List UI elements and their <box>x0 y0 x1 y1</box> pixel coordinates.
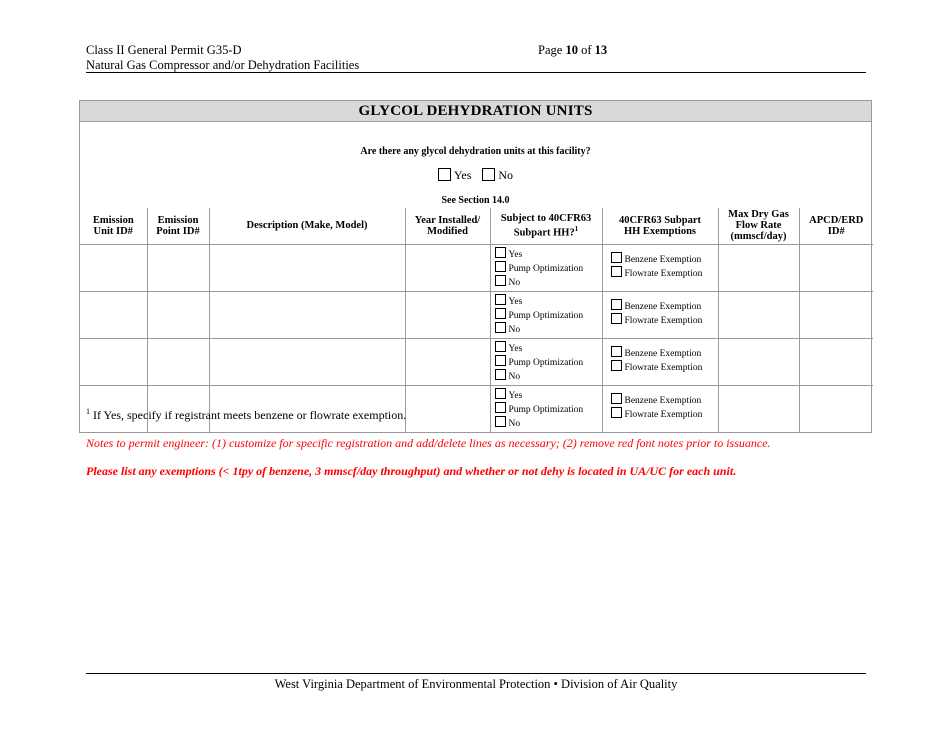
subject-option-checkbox[interactable] <box>495 402 506 413</box>
max-dry-gas-cell[interactable] <box>718 338 799 385</box>
description-cell[interactable] <box>209 291 405 338</box>
max-dry-gas-cell[interactable] <box>718 291 799 338</box>
exemption-option-checkbox[interactable] <box>611 266 622 277</box>
see-section-note: See Section 14.0 <box>441 195 510 206</box>
subject-option[interactable] <box>495 369 598 383</box>
subject-option-checkbox[interactable] <box>495 308 506 319</box>
subject-option-label: Pump Optimization <box>508 263 584 274</box>
subject-option[interactable] <box>495 294 598 308</box>
emission-unit-id-cell[interactable] <box>80 244 147 291</box>
subject-option-checkbox[interactable] <box>495 355 506 366</box>
subject-option[interactable] <box>495 261 598 275</box>
emission-point-id-cell[interactable] <box>147 244 209 291</box>
subject-option-label: No <box>508 277 521 288</box>
exemption-option-label: Flowrate Exemption <box>624 315 703 326</box>
exemptions-note: Please list any exemptions (< 1tpy of benzene, 3 mmscf/day throughput) and whether or not dehy is located in UA/UC for each unit. <box>86 464 737 478</box>
subject-option-checkbox[interactable] <box>495 294 506 305</box>
page-total: 13 <box>594 43 608 57</box>
subject-option-label: Pump Optimization <box>508 310 584 321</box>
facility-yes-label: Yes <box>453 168 472 182</box>
emission-point-id-cell[interactable] <box>147 338 209 385</box>
footnote <box>86 407 406 423</box>
subject-option-label: Pump Optimization <box>508 404 584 415</box>
col-emission-unit-id: Emission Unit ID# <box>80 208 147 244</box>
subject-option-checkbox[interactable] <box>495 275 506 286</box>
apcd-erd-id-cell[interactable] <box>799 244 873 291</box>
subject-option-label: Yes <box>508 249 523 260</box>
page-prefix: Page <box>538 43 563 57</box>
footer-divider <box>86 673 866 674</box>
col-emission-point-id: Emission Point ID# <box>147 208 209 244</box>
exemption-option[interactable] <box>611 393 714 407</box>
emission-unit-id-cell[interactable] <box>80 338 147 385</box>
subject-40cfr63-cell[interactable] <box>490 338 602 385</box>
description-cell[interactable] <box>209 338 405 385</box>
description-cell[interactable] <box>209 244 405 291</box>
yes-no-options <box>80 168 871 183</box>
table-row <box>80 291 873 338</box>
col-apcd-erd-id: APCD/ERD ID# <box>799 208 873 244</box>
exemption-option-label: Benzene Exemption <box>624 348 702 359</box>
exemption-option-checkbox[interactable] <box>611 360 622 371</box>
exemption-option-label: Flowrate Exemption <box>624 268 703 279</box>
hh-exemptions-cell[interactable] <box>602 338 718 385</box>
exemption-option-label: Benzene Exemption <box>624 301 702 312</box>
facility-question: Are there any glycol dehydration units at this facility? <box>360 146 591 157</box>
subject-option-label: Yes <box>508 296 523 307</box>
exemption-option-label: Benzene Exemption <box>624 395 702 406</box>
subject-option-label: Yes <box>508 343 523 354</box>
exemption-option-label: Benzene Exemption <box>624 254 702 265</box>
subject-option[interactable] <box>495 416 598 430</box>
table-header-row <box>80 208 873 244</box>
exemption-option-label: Flowrate Exemption <box>624 409 703 420</box>
subject-option[interactable] <box>495 355 598 369</box>
subject-option[interactable] <box>495 388 598 402</box>
table-row <box>80 338 873 385</box>
exemption-option[interactable] <box>611 266 714 280</box>
subject-option-label: Yes <box>508 390 523 401</box>
exemption-option[interactable] <box>611 252 714 266</box>
header-divider <box>86 72 866 73</box>
subject-option-label: Pump Optimization <box>508 357 584 368</box>
exemption-option-checkbox[interactable] <box>611 393 622 404</box>
facility-yes-option[interactable] <box>438 168 471 183</box>
subject-40cfr63-cell[interactable] <box>490 385 602 432</box>
footer-agency: West Virginia Department of Environmental Protection • Division of Air Quality <box>274 677 678 691</box>
exemption-option[interactable] <box>611 407 714 421</box>
exemption-option[interactable] <box>611 360 714 374</box>
year-installed-cell[interactable] <box>405 385 490 432</box>
exemption-option-checkbox[interactable] <box>611 252 622 263</box>
footnote-number: 1 <box>86 407 90 416</box>
max-dry-gas-cell[interactable] <box>718 244 799 291</box>
header-left <box>86 43 359 73</box>
col-subject-40cfr63: Subject to 40CFR63 Subpart HH?$^1$ <box>490 208 602 244</box>
apcd-erd-id-cell[interactable] <box>799 338 873 385</box>
subject-option-checkbox[interactable] <box>495 369 506 380</box>
permit-title: Class II General Permit G35-D <box>86 43 242 57</box>
footnote-text: If Yes, specify if registrant meets benzene or flowrate exemption. <box>90 408 407 422</box>
subject-option-label: No <box>508 418 521 429</box>
page-current: 10 <box>565 43 578 57</box>
subject-option[interactable] <box>495 341 598 355</box>
col-hh-exemptions: 40CFR63 Subpart HH Exemptions <box>602 208 718 244</box>
exemption-option-checkbox[interactable] <box>611 313 622 324</box>
emission-unit-id-cell[interactable] <box>80 291 147 338</box>
permit-subtitle: Natural Gas Compressor and/or Dehydration Facilities <box>86 58 360 72</box>
exemption-option[interactable] <box>611 299 714 313</box>
dehydration-units-table <box>80 208 873 432</box>
max-dry-gas-cell[interactable] <box>718 385 799 432</box>
footnote-marker: 1 <box>574 225 579 233</box>
apcd-erd-id-cell[interactable] <box>799 291 873 338</box>
subject-option-checkbox[interactable] <box>495 388 506 399</box>
subject-option[interactable] <box>495 308 598 322</box>
subject-option-checkbox[interactable] <box>495 322 506 333</box>
exemption-option-label: Flowrate Exemption <box>624 362 703 373</box>
subject-option[interactable] <box>495 275 598 289</box>
year-installed-cell[interactable] <box>405 338 490 385</box>
glycol-dehydration-form <box>79 100 872 433</box>
facility-no-option[interactable] <box>482 168 513 183</box>
exemption-option[interactable] <box>611 346 714 360</box>
permit-engineer-note: Notes to permit engineer: (1) customize for specific registration and add/delete lines as necessary; (2) remove red font notes prior to issuance. <box>86 436 771 450</box>
subject-option-checkbox[interactable] <box>495 416 506 427</box>
exemption-option-checkbox[interactable] <box>611 299 622 310</box>
hh-exemptions-cell[interactable] <box>602 385 718 432</box>
hh-exemptions-cell[interactable] <box>602 291 718 338</box>
col-max-dry-gas: Max Dry Gas Flow Rate (mmscf/day) <box>718 208 799 244</box>
table-row <box>80 244 873 291</box>
subject-option-checkbox[interactable] <box>495 247 506 258</box>
apcd-erd-id-cell[interactable] <box>799 385 873 432</box>
subject-40cfr63-cell[interactable] <box>490 244 602 291</box>
subject-option[interactable] <box>495 247 598 261</box>
facility-no-checkbox[interactable] <box>482 168 495 181</box>
hh-exemptions-cell[interactable] <box>602 244 718 291</box>
facility-no-label: No <box>498 168 514 182</box>
exemption-option-checkbox[interactable] <box>611 407 622 418</box>
subject-option[interactable] <box>495 402 598 416</box>
col-description: Description (Make, Model) <box>209 208 405 244</box>
exemption-option-checkbox[interactable] <box>611 346 622 357</box>
page-number <box>538 43 607 58</box>
exemption-option[interactable] <box>611 313 714 327</box>
year-installed-cell[interactable] <box>405 244 490 291</box>
facility-yes-checkbox[interactable] <box>438 168 451 181</box>
col-year-installed: Year Installed/ Modified <box>405 208 490 244</box>
subject-option[interactable] <box>495 322 598 336</box>
form-title: GLYCOL DEHYDRATION UNITS <box>80 101 871 122</box>
subject-option-label: No <box>508 371 521 382</box>
emission-point-id-cell[interactable] <box>147 291 209 338</box>
subject-option-checkbox[interactable] <box>495 341 506 352</box>
year-installed-cell[interactable] <box>405 291 490 338</box>
page-of: of <box>581 43 592 57</box>
subject-40cfr63-cell[interactable] <box>490 291 602 338</box>
subject-option-checkbox[interactable] <box>495 261 506 272</box>
subject-option-label: No <box>508 324 521 335</box>
